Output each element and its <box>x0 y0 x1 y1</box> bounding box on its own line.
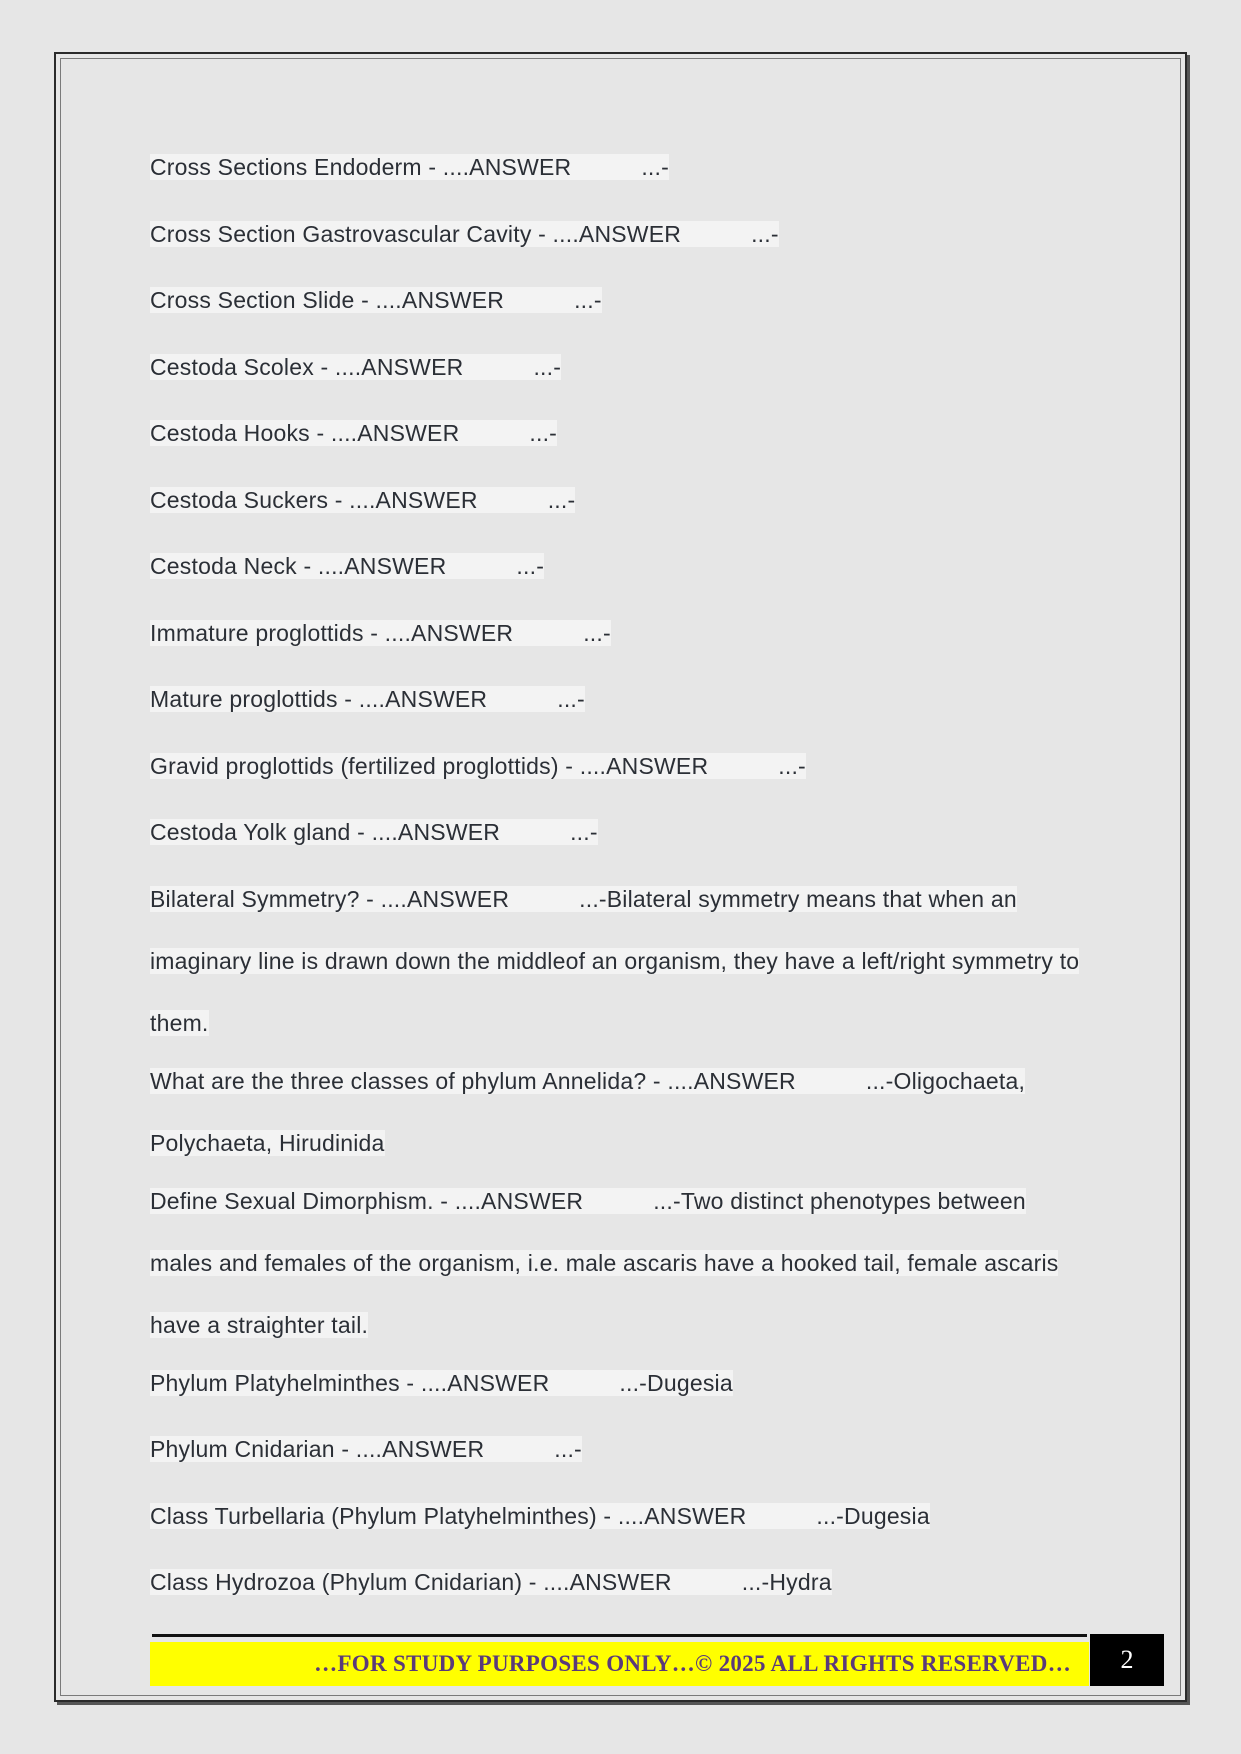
page-number-text: 2 <box>1120 1645 1134 1674</box>
qa-item <box>150 549 1085 583</box>
answer-text: ...- <box>583 619 611 646</box>
question-text: Cestoda Neck - ....ANSWER <box>150 553 447 579</box>
question-text: Phylum Cnidarian - ....ANSWER <box>150 1436 485 1462</box>
question-text: Cross Sections Endoderm - ....ANSWER <box>150 154 572 180</box>
answer-text: ...- <box>641 154 669 180</box>
question-text: Cross Section Slide - ....ANSWER <box>150 287 505 313</box>
qa-item <box>150 1432 1085 1466</box>
qa-item <box>150 416 1085 450</box>
qa-item <box>150 1565 1085 1599</box>
answer-text: ...-Bilateral symmetry means that when an imaginary line is drawn down the middleof an organism, they have a left/right symmetry to them. <box>150 885 1080 1036</box>
page-number <box>1090 1634 1164 1686</box>
footer-rule <box>152 1634 1087 1637</box>
answer-text: ...-Dugesia <box>619 1369 733 1396</box>
qa-item <box>150 868 1085 1054</box>
answer-text: ...- <box>778 752 806 779</box>
question-text: Mature proglottids - ....ANSWER <box>150 686 488 712</box>
question-text: Bilateral Symmetry? - ....ANSWER <box>150 885 510 912</box>
answer-text: ...- <box>547 486 576 513</box>
question-text: Cestoda Yolk gland - ....ANSWER <box>150 819 501 845</box>
question-text: Cestoda Suckers - ....ANSWER <box>150 486 478 513</box>
answer-text: ...- <box>529 420 558 446</box>
answer-text: ...- <box>557 686 585 712</box>
qa-item <box>150 283 1085 317</box>
question-text: Cestoda Hooks - ....ANSWER <box>150 420 460 446</box>
answer-text: ...- <box>570 819 598 845</box>
answer-text: ...- <box>516 553 545 579</box>
qa-item <box>150 1170 1085 1356</box>
answer-text: ...-Dugesia <box>816 1502 930 1529</box>
answer-text: ...-Two distinct phenotypes between males and females of the organism, i.e. male ascaris have a hooked tail, female ascaris have a straighter tail. <box>150 1187 1059 1338</box>
question-text: Class Hydrozoa (Phylum Cnidarian) - ....ANSWER <box>150 1569 672 1595</box>
question-text: Gravid proglottids (fertilized proglottids) - ....ANSWER <box>150 752 709 779</box>
qa-item <box>150 616 1085 650</box>
qa-item <box>150 749 1085 783</box>
footer-notice-text: …FOR STUDY PURPOSES ONLY…© 2025 ALL RIGHTS RESERVED… <box>314 1651 1071 1676</box>
qa-item <box>150 483 1085 517</box>
qa-item <box>150 1050 1085 1174</box>
answer-text: ...-Oligochaeta, Polychaeta, Hirudinida <box>150 1067 1026 1156</box>
question-text: Cross Section Gastrovascular Cavity - ....ANSWER <box>150 220 682 247</box>
question-text: Phylum Platyhelminthes - ....ANSWER <box>150 1369 550 1396</box>
answer-text: ...- <box>574 287 602 313</box>
qa-item <box>150 1366 1085 1400</box>
qa-item <box>150 217 1085 251</box>
question-text: What are the three classes of phylum Annelida? - ....ANSWER <box>150 1067 796 1094</box>
question-text: Define Sexual Dimorphism. - ....ANSWER <box>150 1187 584 1214</box>
answer-text: ...- <box>533 353 562 380</box>
answer-text: ...- <box>554 1436 582 1462</box>
qa-list <box>150 150 1085 1632</box>
qa-item <box>150 350 1085 384</box>
qa-item <box>150 150 1085 184</box>
question-text: Cestoda Scolex - ....ANSWER <box>150 353 464 380</box>
answer-text: ...-Hydra <box>741 1569 832 1595</box>
qa-item <box>150 1499 1085 1533</box>
qa-item <box>150 815 1085 849</box>
answer-text: ...- <box>751 220 779 247</box>
qa-item <box>150 682 1085 716</box>
question-text: Immature proglottids - ....ANSWER <box>150 619 514 646</box>
footer-notice <box>150 1642 1089 1686</box>
question-text: Class Turbellaria (Phylum Platyhelminthes) - ....ANSWER <box>150 1502 747 1529</box>
